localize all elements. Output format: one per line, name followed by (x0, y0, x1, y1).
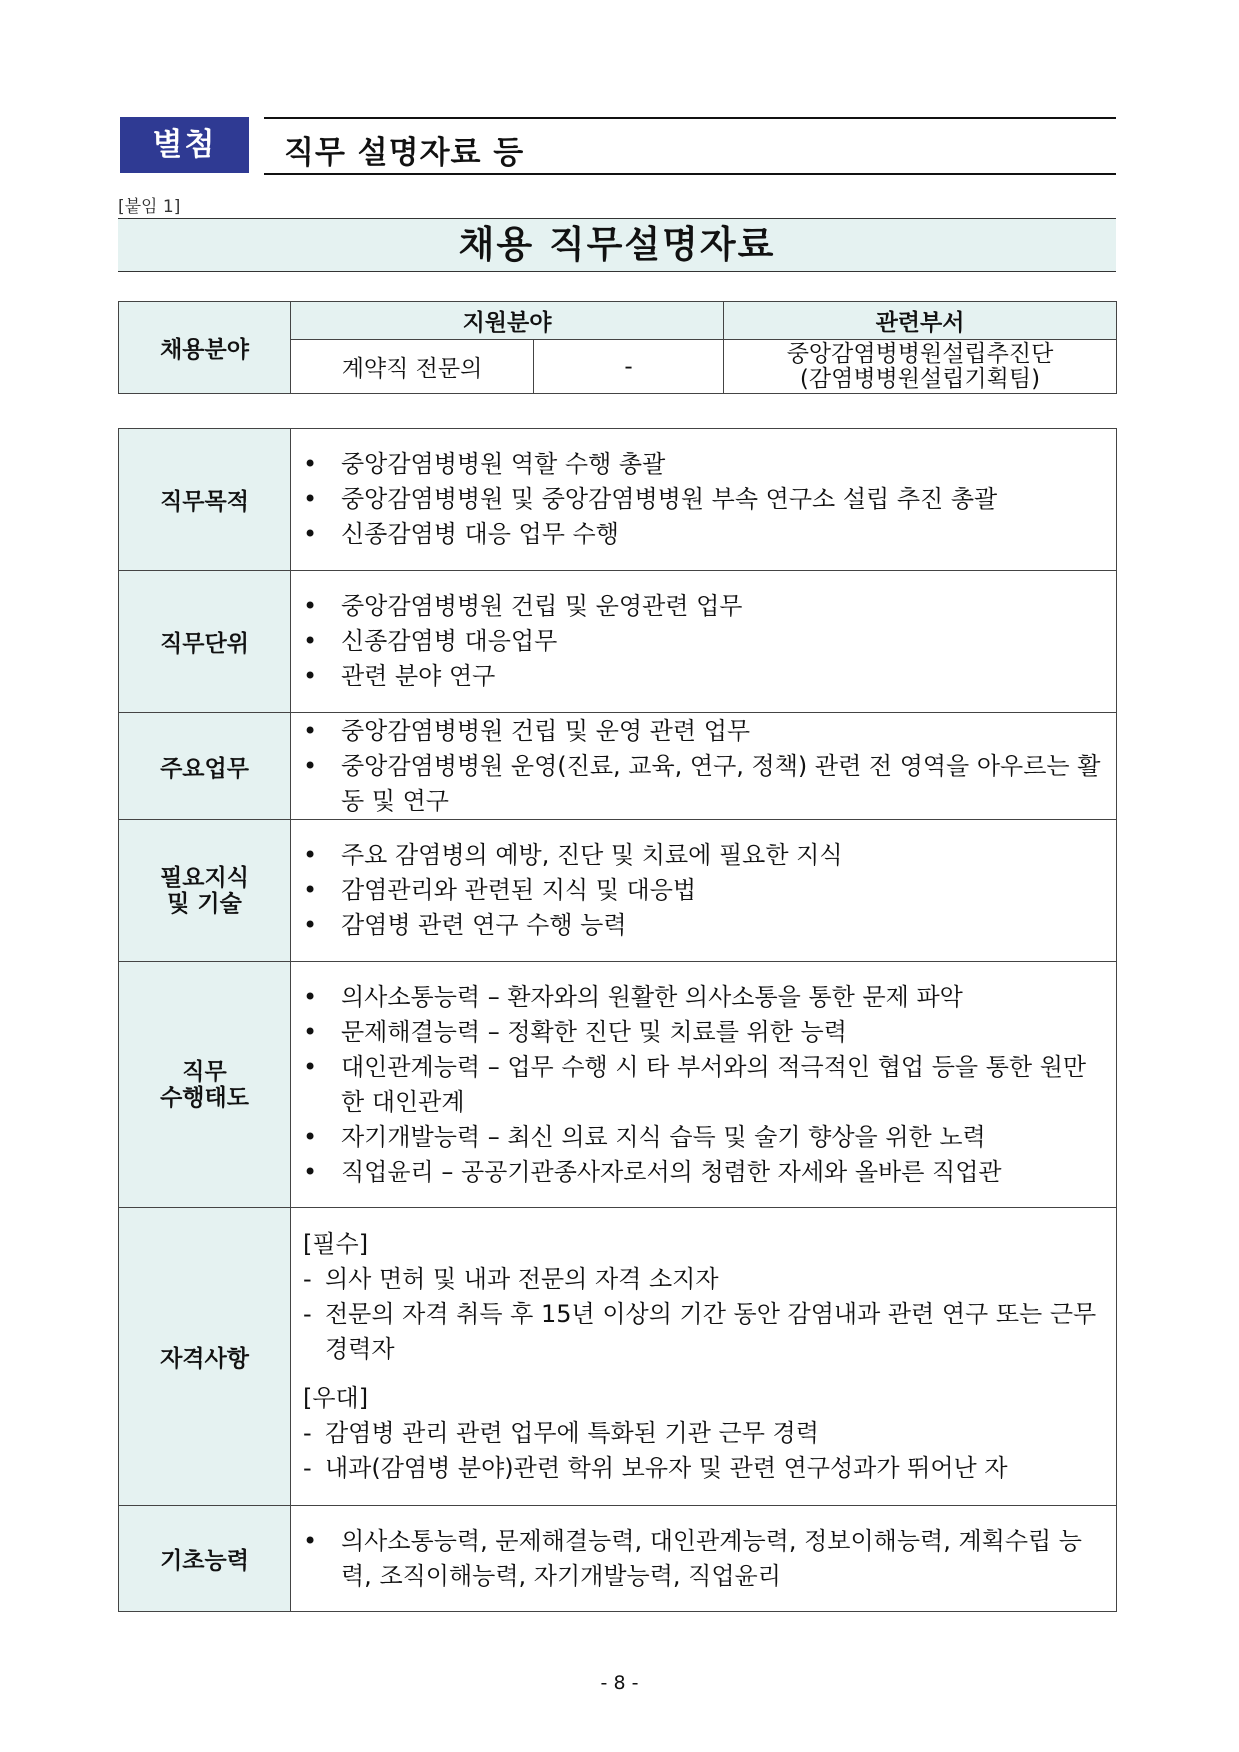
related-dept-value (724, 340, 1117, 394)
dept-name: 중앙감염병병원설립추진단 (786, 340, 1054, 367)
table-row (119, 571, 1117, 713)
page-header (120, 117, 1116, 174)
list-item: • 감염병 관련 연구 수행 능력 (303, 908, 1106, 943)
qualification-content (291, 1208, 1117, 1506)
list-item: • 의사소통능력, 문제해결능력, 대인관계능력, 정보이해능력, 계획수립 능력, 조직이해능력, 자기개발능력, 직업윤리 (303, 1524, 1106, 1594)
qualification-label: 자격사항 (119, 1208, 291, 1506)
unit-content (291, 571, 1117, 713)
tasks-label: 주요업무 (119, 713, 291, 820)
support-field-sub: - (534, 340, 724, 394)
table-row (119, 1506, 1117, 1612)
list-item: • 중앙감염병병원 건립 및 운영관련 업무 (303, 589, 1106, 624)
attitude-label-line2: 수행태도 (160, 1084, 249, 1111)
basic-label: 기초능력 (119, 1506, 291, 1612)
table-row (119, 429, 1117, 571)
table-row (119, 820, 1117, 962)
list-item: • 중앙감염병병원 및 중앙감염병병원 부속 연구소 설립 추진 총괄 (303, 482, 1106, 517)
list-item: • 문제해결능력 – 정확한 진단 및 치료를 위한 능력 (303, 1015, 1106, 1050)
knowledge-label-line2: 및 기술 (167, 890, 242, 917)
recruit-field-label: 채용분야 (119, 302, 291, 394)
purpose-label: 직무목적 (119, 429, 291, 571)
related-dept-header: 관련부서 (724, 302, 1117, 340)
list-item: • 자기개발능력 – 최신 의료 지식 습득 및 술기 향상을 위한 노력 (303, 1120, 1106, 1155)
list-item: • 직업윤리 – 공공기관종사자로서의 청렴한 자세와 올바른 직업관 (303, 1155, 1106, 1190)
list-item: • 주요 감염병의 예방, 진단 및 치료에 필요한 지식 (303, 838, 1106, 873)
list-item: • 중앙감염병병원 역할 수행 총괄 (303, 447, 1106, 482)
list-item: • 신종감염병 대응 업무 수행 (303, 517, 1106, 552)
list-item: • 대인관계능력 – 업무 수행 시 타 부서와의 적극적인 협업 등을 통한 원만한 대인관계 (303, 1050, 1106, 1120)
unit-label: 직무단위 (119, 571, 291, 713)
support-field-header: 지원분야 (291, 302, 724, 340)
list-item: - 내과(감염병 분야)관련 학위 보유자 및 관련 연구성과가 뛰어난 자 (303, 1451, 1106, 1486)
knowledge-content (291, 820, 1117, 962)
attitude-label-line1: 직무 (182, 1058, 227, 1085)
list-item: • 관련 분야 연구 (303, 659, 1106, 694)
list-item: • 감염관리와 관련된 지식 및 대응법 (303, 873, 1106, 908)
job-description-table (118, 428, 1117, 1612)
knowledge-label-line1: 필요지식 (160, 864, 249, 891)
list-item: • 의사소통능력 – 환자와의 원활한 의사소통을 통한 문제 파악 (303, 980, 1106, 1015)
list-item: • 중앙감염병병원 운영(진료, 교육, 연구, 정책) 관련 전 영역을 아우르는 활동 및 연구 (303, 749, 1106, 819)
list-item: • 신종감염병 대응업무 (303, 624, 1106, 659)
header-title: 직무 설명자료 등 (284, 135, 525, 171)
appendix-badge: 별첨 (120, 117, 249, 173)
tasks-content (291, 713, 1117, 820)
attitude-content (291, 962, 1117, 1208)
support-field-value: 계약직 전문의 (291, 340, 534, 394)
table-row (119, 1208, 1117, 1506)
dept-team: (감염병병원설립기획팀) (799, 365, 1041, 392)
recruit-field-table (118, 301, 1117, 394)
list-item: - 전문의 자격 취득 후 15년 이상의 기간 동안 감염내과 관련 연구 또는 근무 경력자 (303, 1297, 1106, 1367)
table-row (119, 713, 1117, 820)
preferred-header: [우대] (303, 1384, 369, 1412)
list-item: - 의사 면허 및 내과 전문의 자격 소지자 (303, 1262, 1106, 1297)
document-title: 채용 직무설명자료 (118, 218, 1116, 272)
attachment-label: [붙임 1] (118, 197, 181, 217)
attitude-label (119, 962, 291, 1208)
page-number: - 8 - (600, 1672, 639, 1694)
knowledge-label (119, 820, 291, 962)
purpose-content (291, 429, 1117, 571)
list-item: - 감염병 관리 관련 업무에 특화된 기관 근무 경력 (303, 1416, 1106, 1451)
required-header: [필수] (303, 1230, 369, 1258)
table-row (119, 962, 1117, 1208)
basic-content (291, 1506, 1117, 1612)
header-title-box (264, 117, 1116, 175)
list-item: • 중앙감염병병원 건립 및 운영 관련 업무 (303, 714, 1106, 749)
